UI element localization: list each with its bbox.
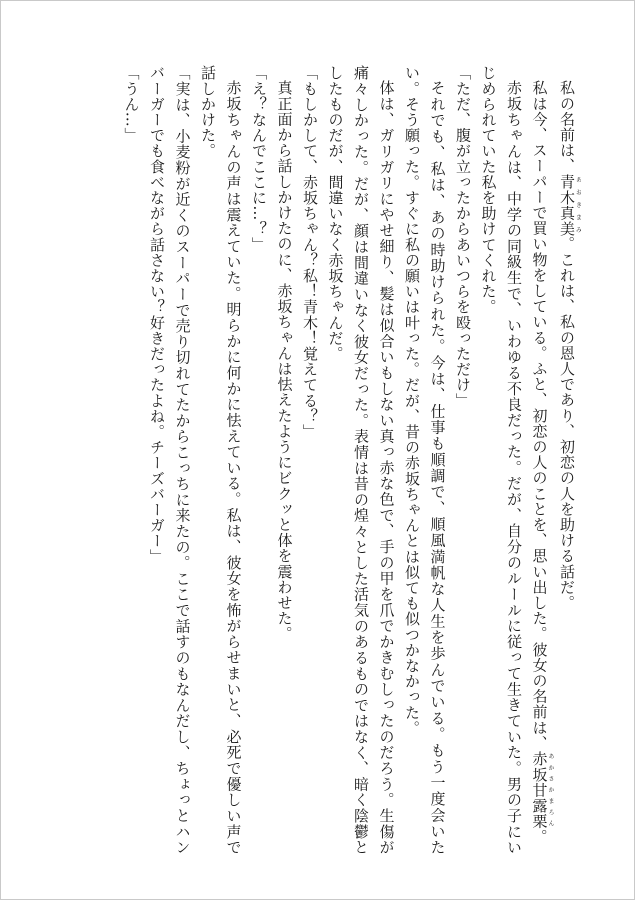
dialogue-line: 「ただ、腹が立ったからあいつらを殴っただけ」 xyxy=(454,65,472,409)
name-with-furigana: 青木真美あおきまみ xyxy=(558,173,581,237)
dialogue-line: 「実は、小麦粉が近くのスーパーで売り切れてたからこっちに来たの。ここで話すのもなんだし、ちょっとハンバーガーでも食べながら話さない？好きだったよね。チーズバーガー」 xyxy=(148,65,192,855)
narration-paragraph: 赤坂ちゃんの声は震えていた。明らかに何かに怯えている。私は、彼女を怖がらせまいと、必死で優しい声で話しかけた。 xyxy=(199,65,243,855)
narration-paragraph: それでも、私は、あの時助けられた。今は、仕事も順調で、順風満帆な人生を歩んでいる。もう一度会いたい。そう願った。すぐに私の願いは叶った。だが、昔の赤坂ちゃんとは似ても似つかなかった。 xyxy=(403,65,447,855)
name-with-furigana: 赤坂甘露栗あかさかまろん xyxy=(530,750,554,829)
furigana: あかさかまろん xyxy=(547,750,554,829)
vertical-text-body xyxy=(41,65,581,855)
dialogue-line: 「え？なんでここに…？」 xyxy=(250,65,268,253)
narration-paragraph: 私は今、スーパーで買い物をしている。ふと、初恋の人のことを、思い出した。彼女の名前は、赤坂甘露栗あかさかまろん。 xyxy=(530,80,554,845)
narration-paragraph: 真正面から話しかけたのに、赤坂ちゃんは怯えたようにビクッと体を震わせた。 xyxy=(275,80,294,642)
narration-paragraph: 赤坂ちゃんは、中学の同級生で、いわゆる不良だった。だが、自分のルールに従って生きていた。男の子にいじめられていた私を助けてくれた。 xyxy=(479,65,523,855)
dialogue-line: 「もしかして、赤坂ちゃん？私！青木！覚えてる？」 xyxy=(301,65,319,440)
narration-paragraph: 私の名前は、青木真美あおきまみ。これは、私の恩人であり、初恋の人を助ける話だ。 xyxy=(558,80,581,611)
dialogue-line: 「うん…」 xyxy=(122,65,141,143)
narration-paragraph: 体は、ガリガリにやせ細り、髪は似合いもしない真っ赤な色で、手の甲を爪でかきむしったのだろう。生傷が痛々しかった。だが、顔は間違いなく彼女だった。表情は昔の煌々とした活気のあるものではなく、暗く陰鬱としたものだが、間違いなく赤坂ちゃんだ。 xyxy=(326,65,396,855)
furigana: あおきまみ xyxy=(574,173,581,237)
